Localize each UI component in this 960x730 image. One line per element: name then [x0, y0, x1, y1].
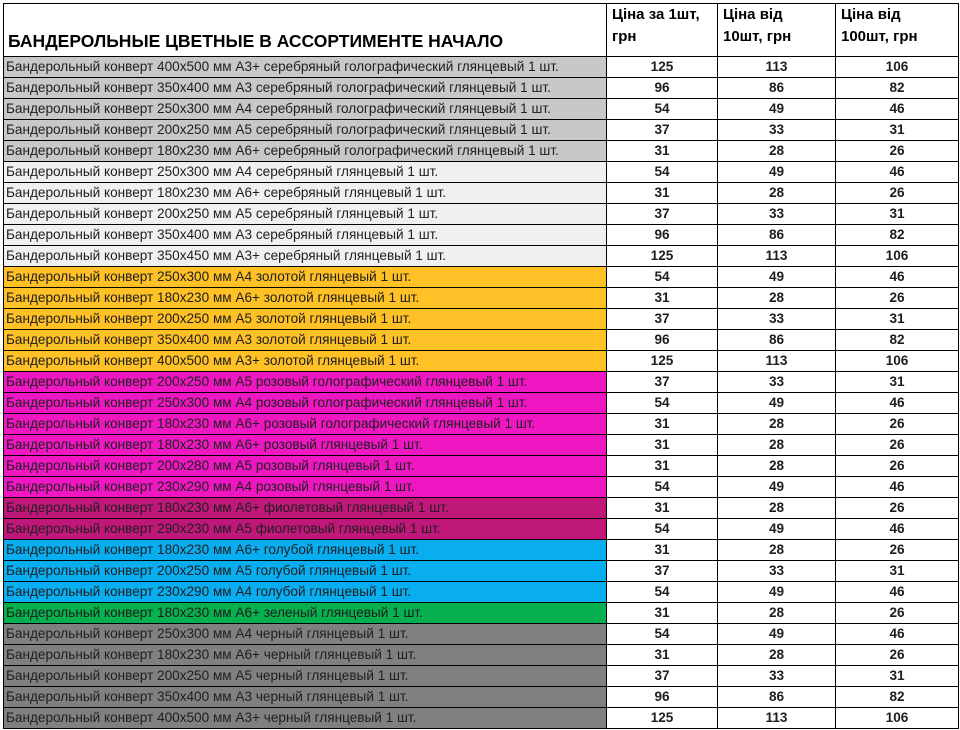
table-header: [4, 4, 959, 57]
price-10-cell: 28: [718, 603, 836, 624]
product-name-cell: Бандерольный конверт 200х250 мм А5 розовый голографический глянцевый 1 шт.: [4, 372, 607, 393]
price-1-cell: 125: [607, 351, 718, 372]
product-name-cell: Бандерольный конверт 180х230 мм А6+ серебряный голографический глянцевый 1 шт.: [4, 141, 607, 162]
price-10-cell: 33: [718, 309, 836, 330]
product-name-cell: Бандерольный конверт 400х500 мм А3+ черный глянцевый 1 шт.: [4, 708, 607, 729]
price-10-cell: 49: [718, 582, 836, 603]
price-10-cell: 33: [718, 120, 836, 141]
price-10-cell: 113: [718, 57, 836, 78]
price-100-cell: 31: [836, 204, 959, 225]
price-1-cell: 31: [607, 540, 718, 561]
product-name-cell: Бандерольный конверт 180х230 мм А6+ фиолетовый глянцевый 1 шт.: [4, 498, 607, 519]
price-100-cell: 46: [836, 99, 959, 120]
product-name-cell: Бандерольный конверт 200х250 мм А5 черный глянцевый 1 шт.: [4, 666, 607, 687]
price-10-cell: 28: [718, 540, 836, 561]
price-1-cell: 31: [607, 288, 718, 309]
product-name-cell: Бандерольный конверт 200х250 мм А5 золотой глянцевый 1 шт.: [4, 309, 607, 330]
table-row: [4, 204, 959, 225]
price-10-cell: 28: [718, 288, 836, 309]
price-10-cell: 113: [718, 246, 836, 267]
table-row: [4, 309, 959, 330]
table-row: [4, 414, 959, 435]
table-row: [4, 246, 959, 267]
price-10-cell: 33: [718, 561, 836, 582]
price-1-cell: 31: [607, 603, 718, 624]
price-10-cell: 86: [718, 687, 836, 708]
price-100-cell: 26: [836, 435, 959, 456]
price-1-cell: 54: [607, 267, 718, 288]
price-100-cell: 46: [836, 582, 959, 603]
table-row: [4, 372, 959, 393]
price-10-cell: 28: [718, 456, 836, 477]
price-100-cell: 82: [836, 330, 959, 351]
product-name-cell: Бандерольный конверт 350х400 мм А3 серебряный глянцевый 1 шт.: [4, 225, 607, 246]
price-100-cell: 46: [836, 519, 959, 540]
price-100-cell: 46: [836, 162, 959, 183]
price-1-cell: 37: [607, 204, 718, 225]
price-10-cell: 49: [718, 393, 836, 414]
product-name-cell: Бандерольный конверт 180х230 мм А6+ серебряный глянцевый 1 шт.: [4, 183, 607, 204]
price-1-cell: 125: [607, 57, 718, 78]
product-name-cell: Бандерольный конверт 200х280 мм А5 розовый глянцевый 1 шт.: [4, 456, 607, 477]
product-name-cell: Бандерольный конверт 250х300 мм А4 золотой глянцевый 1 шт.: [4, 267, 607, 288]
product-name-cell: Бандерольный конверт 230х290 мм А4 голубой глянцевый 1 шт.: [4, 582, 607, 603]
table-row: [4, 540, 959, 561]
price-100-cell: 26: [836, 414, 959, 435]
price-1-cell: 54: [607, 582, 718, 603]
product-name-cell: Бандерольный конверт 350х450 мм А3+ серебряный глянцевый 1 шт.: [4, 246, 607, 267]
price-10-cell: 28: [718, 498, 836, 519]
price-100-cell: 46: [836, 267, 959, 288]
price-1-cell: 31: [607, 183, 718, 204]
price-1-cell: 31: [607, 435, 718, 456]
price-10-cell: 113: [718, 351, 836, 372]
table-row: [4, 162, 959, 183]
table-row: [4, 330, 959, 351]
price-100-cell: 106: [836, 351, 959, 372]
price-1-cell: 37: [607, 666, 718, 687]
column-header-price-10: [718, 4, 836, 57]
price-10-cell: 49: [718, 99, 836, 120]
table-row: [4, 57, 959, 78]
price-10-cell: 28: [718, 435, 836, 456]
product-name-cell: Бандерольный конверт 290х230 мм А5 фиолетовый глянцевый 1 шт.: [4, 519, 607, 540]
product-name-cell: Бандерольный конверт 250х300 мм А4 серебряный голографический глянцевый 1 шт.: [4, 99, 607, 120]
price-1-cell: 96: [607, 78, 718, 99]
table-body: [4, 57, 959, 729]
price-100-cell: 106: [836, 57, 959, 78]
table-row: [4, 120, 959, 141]
table-row: [4, 582, 959, 603]
price-100-cell: 26: [836, 183, 959, 204]
column-header-price-10-line1: Ціна від: [723, 6, 783, 23]
product-name-cell: Бандерольный конверт 180х230 мм А6+ розовый глянцевый 1 шт.: [4, 435, 607, 456]
price-10-cell: 28: [718, 414, 836, 435]
table-row: [4, 267, 959, 288]
price-10-cell: 33: [718, 666, 836, 687]
price-1-cell: 37: [607, 120, 718, 141]
product-name-cell: Бандерольный конверт 200х250 мм А5 серебряный голографический глянцевый 1 шт.: [4, 120, 607, 141]
price-1-cell: 31: [607, 456, 718, 477]
table-row: [4, 78, 959, 99]
price-100-cell: 106: [836, 708, 959, 729]
table-row: [4, 687, 959, 708]
price-10-cell: 49: [718, 162, 836, 183]
price-100-cell: 26: [836, 540, 959, 561]
price-100-cell: 82: [836, 78, 959, 99]
table-row: [4, 561, 959, 582]
price-table: [3, 3, 959, 729]
price-10-cell: 113: [718, 708, 836, 729]
price-1-cell: 125: [607, 246, 718, 267]
table-row: [4, 99, 959, 120]
price-1-cell: 37: [607, 372, 718, 393]
price-1-cell: 54: [607, 393, 718, 414]
header-row: [4, 4, 959, 57]
price-10-cell: 49: [718, 624, 836, 645]
table-row: [4, 519, 959, 540]
price-100-cell: 31: [836, 309, 959, 330]
table-row: [4, 666, 959, 687]
product-name-cell: Бандерольный конверт 250х300 мм А4 серебряный глянцевый 1 шт.: [4, 162, 607, 183]
table-row: [4, 477, 959, 498]
price-1-cell: 54: [607, 477, 718, 498]
price-100-cell: 31: [836, 561, 959, 582]
price-100-cell: 26: [836, 141, 959, 162]
price-1-cell: 31: [607, 141, 718, 162]
column-header-price-10-line2: 10шт, грн: [723, 28, 792, 45]
product-name-cell: Бандерольный конверт 200х250 мм А5 серебряный глянцевый 1 шт.: [4, 204, 607, 225]
price-10-cell: 86: [718, 78, 836, 99]
price-100-cell: 26: [836, 288, 959, 309]
column-header-price-100-line2: 100шт, грн: [841, 28, 918, 45]
table-row: [4, 141, 959, 162]
product-name-cell: Бандерольный конверт 180х230 мм А6+ черный глянцевый 1 шт.: [4, 645, 607, 666]
table-row: [4, 624, 959, 645]
product-name-cell: Бандерольный конверт 250х300 мм А4 черный глянцевый 1 шт.: [4, 624, 607, 645]
product-name-cell: Бандерольный конверт 180х230 мм А6+ розовый голографический глянцевый 1 шт.: [4, 414, 607, 435]
price-1-cell: 31: [607, 414, 718, 435]
price-1-cell: 54: [607, 624, 718, 645]
price-100-cell: 26: [836, 645, 959, 666]
price-100-cell: 31: [836, 666, 959, 687]
price-100-cell: 31: [836, 372, 959, 393]
price-100-cell: 26: [836, 603, 959, 624]
product-name-cell: Бандерольный конверт 350х400 мм А3 серебряный голографический глянцевый 1 шт.: [4, 78, 607, 99]
price-10-cell: 49: [718, 519, 836, 540]
product-name-cell: Бандерольный конверт 350х400 мм А3 золотой глянцевый 1 шт.: [4, 330, 607, 351]
price-10-cell: 49: [718, 267, 836, 288]
price-10-cell: 49: [718, 477, 836, 498]
price-10-cell: 33: [718, 204, 836, 225]
price-1-cell: 54: [607, 162, 718, 183]
product-name-cell: Бандерольный конверт 180х230 мм А6+ золотой глянцевый 1 шт.: [4, 288, 607, 309]
price-100-cell: 46: [836, 624, 959, 645]
price-1-cell: 96: [607, 687, 718, 708]
price-10-cell: 28: [718, 645, 836, 666]
product-name-cell: Бандерольный конверт 230х290 мм А4 розовый глянцевый 1 шт.: [4, 477, 607, 498]
price-1-cell: 125: [607, 708, 718, 729]
table-row: [4, 603, 959, 624]
price-1-cell: 54: [607, 519, 718, 540]
table-row: [4, 183, 959, 204]
table-row: [4, 288, 959, 309]
price-10-cell: 28: [718, 141, 836, 162]
table-row: [4, 708, 959, 729]
price-100-cell: 26: [836, 456, 959, 477]
table-row: [4, 225, 959, 246]
price-1-cell: 31: [607, 645, 718, 666]
price-1-cell: 96: [607, 330, 718, 351]
table-row: [4, 351, 959, 372]
sheet-title: БАНДЕРОЛЬНЫЕ ЦВЕТНЫЕ В АССОРТИМЕНТЕ НАЧАЛО: [4, 4, 607, 57]
price-1-cell: 37: [607, 561, 718, 582]
product-name-cell: Бандерольный конверт 180х230 мм А6+ голубой глянцевый 1 шт.: [4, 540, 607, 561]
table-row: [4, 645, 959, 666]
price-100-cell: 82: [836, 225, 959, 246]
table-row: [4, 498, 959, 519]
price-1-cell: 37: [607, 309, 718, 330]
price-10-cell: 33: [718, 372, 836, 393]
price-10-cell: 28: [718, 183, 836, 204]
price-100-cell: 82: [836, 687, 959, 708]
price-1-cell: 31: [607, 498, 718, 519]
product-name-cell: Бандерольный конверт 350х400 мм А3 черный глянцевый 1 шт.: [4, 687, 607, 708]
table-row: [4, 456, 959, 477]
price-1-cell: 96: [607, 225, 718, 246]
price-10-cell: 86: [718, 330, 836, 351]
product-name-cell: Бандерольный конверт 400х500 мм А3+ золотой глянцевый 1 шт.: [4, 351, 607, 372]
price-100-cell: 46: [836, 477, 959, 498]
product-name-cell: Бандерольный конверт 400х500 мм А3+ серебряный голографический глянцевый 1 шт.: [4, 57, 607, 78]
price-100-cell: 31: [836, 120, 959, 141]
price-100-cell: 26: [836, 498, 959, 519]
table-row: [4, 435, 959, 456]
column-header-price-1-line2: грн: [612, 28, 637, 45]
column-header-price-100: [836, 4, 959, 57]
price-1-cell: 54: [607, 99, 718, 120]
product-name-cell: Бандерольный конверт 200х250 мм А5 голубой глянцевый 1 шт.: [4, 561, 607, 582]
price-100-cell: 46: [836, 393, 959, 414]
price-100-cell: 106: [836, 246, 959, 267]
column-header-price-100-line1: Ціна від: [841, 6, 901, 23]
price-10-cell: 86: [718, 225, 836, 246]
product-name-cell: Бандерольный конверт 180х230 мм А6+ зеленый глянцевый 1 шт.: [4, 603, 607, 624]
product-name-cell: Бандерольный конверт 250х300 мм А4 розовый голографический глянцевый 1 шт.: [4, 393, 607, 414]
table-row: [4, 393, 959, 414]
column-header-price-1-line1: Ціна за 1шт,: [612, 6, 700, 23]
column-header-price-1: [607, 4, 718, 57]
